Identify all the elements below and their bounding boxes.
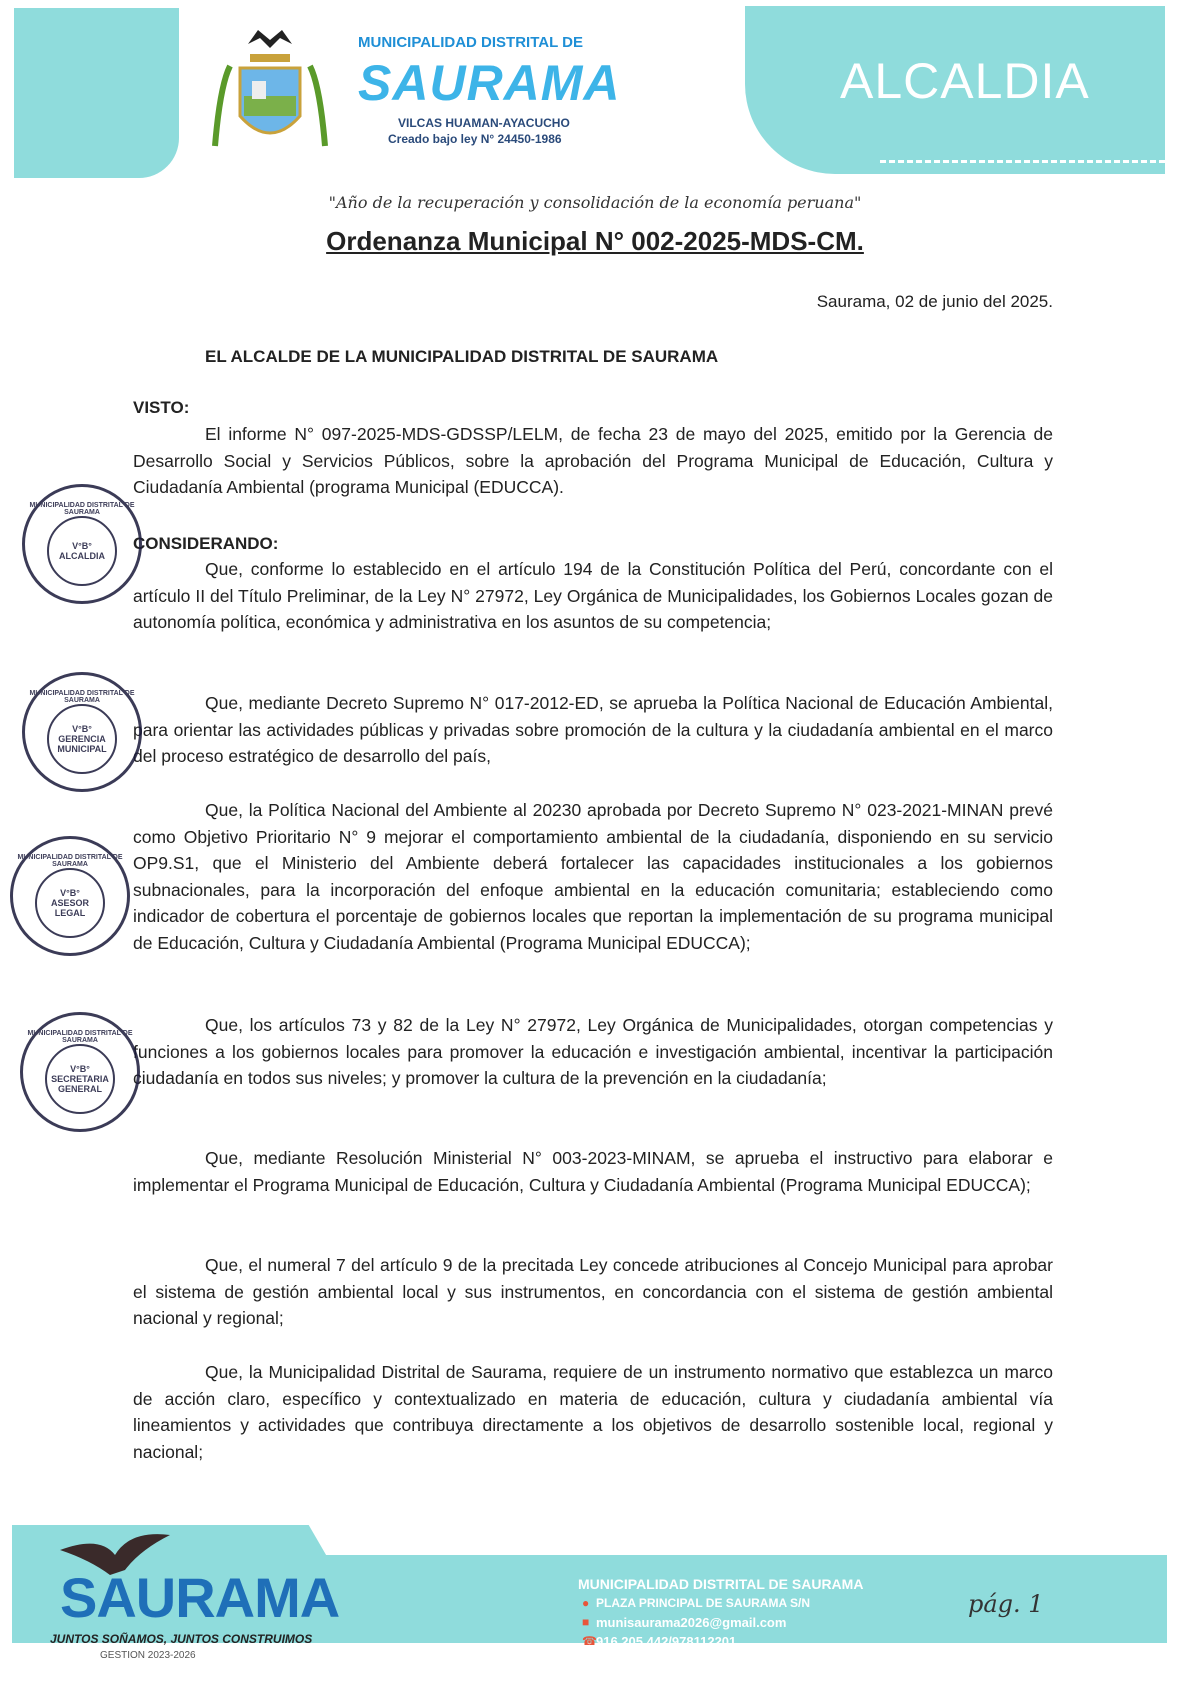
paragraph: Que, el numeral 7 del artículo 9 de la precitada Ley concede atribuciones al Concejo Municipal para aprobar el sistema de gestión ambiental local y sus instrumentos, en concordancia con el sistema de gestión ambiental nacional y regional;	[133, 1255, 1053, 1328]
authority-heading: EL ALCALDE DE LA MUNICIPALIDAD DISTRITAL DE SAURAMA	[205, 347, 719, 366]
approval-stamp: MUNICIPALIDAD DISTRITAL DE SAURAMA V°B° ASESOR LEGAL	[10, 836, 130, 956]
paragraph: Que, conforme lo establecido en el artículo 194 de la Constitución Política del Perú, concordante con el artículo II del Título Preliminar, de la Ley N° 27972, Ley Orgánica de Municipalidades, los Gobiernos Locales gozan de autonomía política, económica y administrativa en los asuntos de su competencia;	[133, 559, 1053, 632]
creation-law: Creado bajo ley N° 24450-1986	[388, 132, 562, 146]
paragraph: Que, la Municipalidad Distrital de Saurama, requiere de un instrumento normativo que establezca un marco de acción claro, específico y contextualizado en materia de educación, cultura y ciudadanía ambiental vía lineamientos y actividades que contribuya directamente a los objetivos de desarrollo sostenible local, regional y nacional;	[133, 1362, 1053, 1462]
approval-stamp: MUNICIPALIDAD DISTRITAL DE SAURAMA V°B° GERENCIA MUNICIPAL	[22, 672, 142, 792]
email-icon: ■	[582, 1615, 590, 1629]
paragraph: Que, mediante Resolución Ministerial N° 003-2023-MINAM, se aprueba el instructivo para elaborar e implementar el Programa Municipal de Educación, Cultura y Ciudadanía Ambiental (Programa Municipal EDUCCA);	[133, 1148, 1053, 1195]
header-left-band	[14, 8, 179, 178]
location: VILCAS HUAMAN-AYACUCHO	[398, 116, 570, 130]
phone-icon: ☎	[582, 1634, 597, 1648]
office-label: ALCALDIA	[840, 53, 1090, 109]
municipality-name: SAURAMA	[358, 55, 621, 111]
year-motto: "Año de la recuperación y consolidación de la economía peruana"	[328, 193, 862, 212]
paragraph: Que, la Política Nacional del Ambiente al 20230 aprobada por Decreto Supremo N° 023-2021-MINAN prevé como Objetivo Prioritario N° 9 mejorar el comportamiento ambiental de la ciudadanía, disponiendo en su servicio OP9.S1, que el Ministerio del Ambiente deberá fortalecer las capacidades institucionales a los gobiernos subnacionales, para la incorporación del enfoque ambiental en la educación comunitaria; estableciendo como indicador de cobertura el porcentaje de gobiernos locales que reportan la implementación de su programa municipal de Educación, Cultura y Ciudadanía Ambiental (Programa Municipal EDUCCA);	[133, 800, 1053, 953]
coat-of-arms-logo	[200, 26, 340, 154]
footer-logo: SAURAMA	[60, 1566, 340, 1629]
footer-phone: 916 205 442/978112201	[596, 1634, 737, 1649]
document-title: Ordenanza Municipal N° 002-2025-MDS-CM.	[326, 226, 864, 256]
document-date: Saurama, 02 de junio del 2025.	[816, 292, 1053, 311]
footer-slogan: JUNTOS SOÑAMOS, JUNTOS CONSTRUIMOS	[50, 1632, 313, 1646]
paragraph: Que, los artículos 73 y 82 de la Ley N° 27972, Ley Orgánica de Municipalidades, otorgan competencias y funciones a los gobiernos locales para promover la educación e investigación ambiental, incentivar la participación ciudadanía en todos sus niveles; y promover la cultura de la prevención en la ciudadanía;	[133, 1015, 1053, 1088]
footer-org: MUNICIPALIDAD DISTRITAL DE SAURAMA	[578, 1576, 864, 1592]
footer-cut	[300, 1510, 1170, 1555]
footer-email: munisaurama2026@gmail.com	[596, 1615, 787, 1630]
visto-paragraph: El informe N° 097-2025-MDS-GDSSP/LELM, de fecha 23 de mayo del 2025, emitido por la Gerencia de Desarrollo Social y Servicios Públicos, sobre la aprobación del Programa Municipal de Educación, Cultura y Ciudadanía Ambiental (programa Municipal (EDUCCA).	[133, 424, 1053, 497]
paragraph: Que, mediante Decreto Supremo N° 017-2012-ED, se aprueba la Política Nacional de Educación Ambiental, para orientar las actividades públicas y privadas sobre promoción de la cultura y la ciudadanía ambiental en el marco del proceso estratégico de desarrollo del país,	[133, 693, 1053, 766]
approval-stamp: MUNICIPALIDAD DISTRITAL DE SAURAMA V°B° SECRETARIA GENERAL	[20, 1012, 140, 1132]
footer-address: PLAZA PRINCIPAL DE SAURAMA S/N	[596, 1596, 811, 1610]
page-number: pág. 1	[968, 1590, 1044, 1618]
location-pin-icon: ●	[582, 1596, 590, 1610]
visto-heading: VISTO:	[133, 398, 190, 417]
municipality-line: MUNICIPALIDAD DISTRITAL DE	[358, 34, 583, 51]
divider	[880, 160, 1165, 163]
considerando-heading: CONSIDERANDO:	[133, 534, 279, 553]
footer-gestion: GESTION 2023-2026	[100, 1650, 196, 1661]
approval-stamp: MUNICIPALIDAD DISTRITAL DE SAURAMA V°B° ALCALDIA	[22, 484, 142, 604]
